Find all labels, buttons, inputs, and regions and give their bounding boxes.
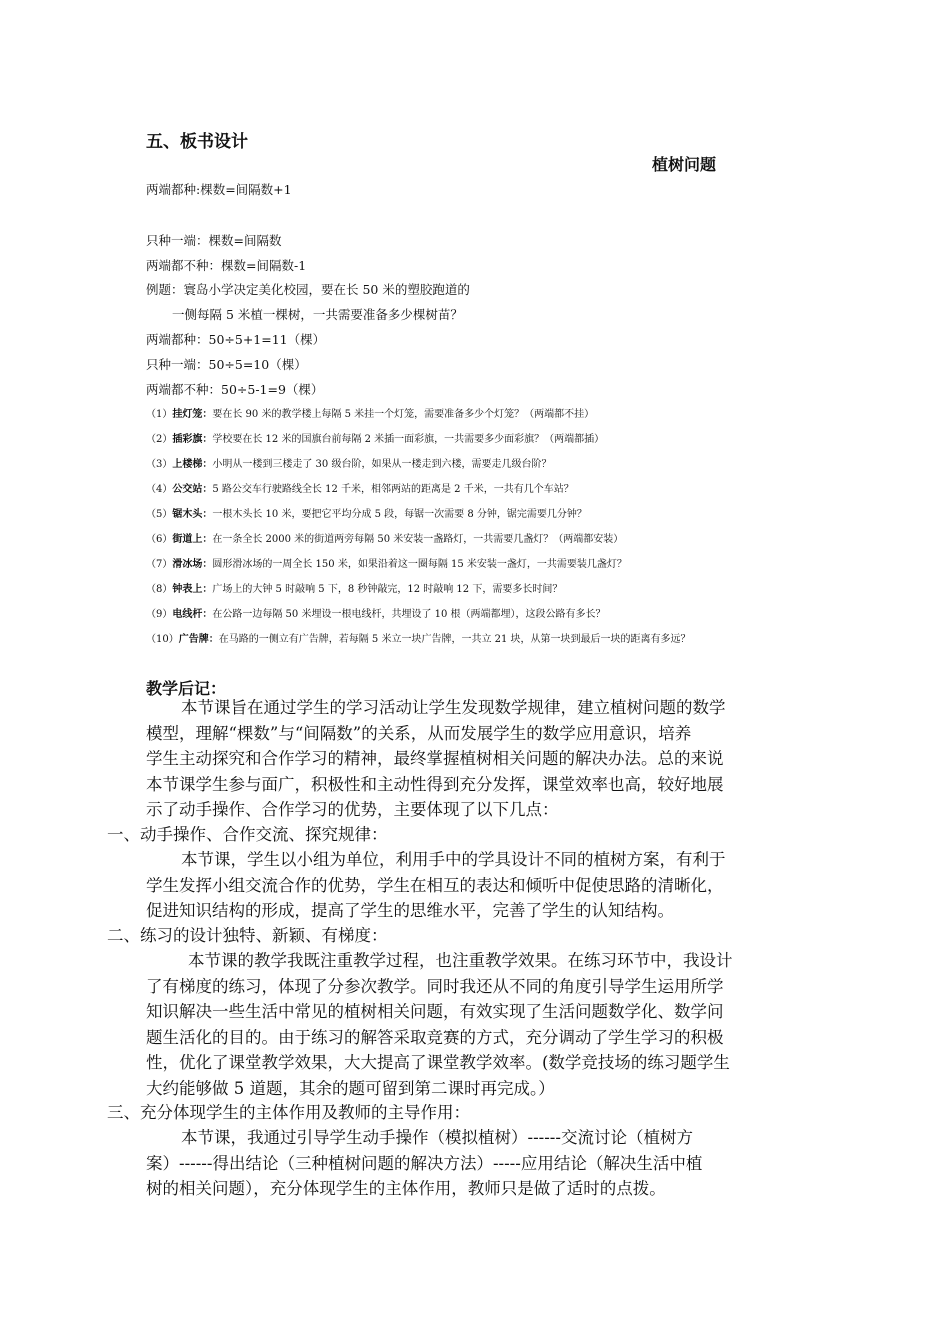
exercise-item: （9）电线杆：在公路一边每隔 50 米埋设一根电线杆，共埋设了 10 根（两端都埋），这段公路有多长？ — [146, 609, 606, 620]
paragraph-line: 学生主动探究和合作学习的精神，最终掌握植树相关问题的解决办法。总的来说 — [146, 749, 724, 768]
section-body-1 — [146, 847, 726, 924]
solution-line: 两端都种：50÷5+1=11（棵） — [146, 332, 326, 347]
paragraph-line: 本节课，学生以小组为单位，利用手中的学具设计不同的植树方案，有利于 — [181, 850, 726, 869]
exercise-item: （10）广告牌：在马路的一侧立有广告牌，若每隔 5 米立一块广告牌，一共立 21 块，从第一块到最后一块的距离有多远？ — [146, 634, 691, 645]
example-line: 例题：寰岛小学决定美化校园，要在长 50 米的塑胶跑道的 — [146, 282, 470, 297]
formula-line: 两端都不种：棵数=间隔数-1 — [146, 258, 307, 273]
example-line: 一侧每隔 5 米植一棵树，一共需要准备多少棵树苗？ — [172, 307, 463, 322]
paragraph-line: 本节课学生参与面广，积极性和主动性得到充分发挥，课堂效率也高，较好地展 — [146, 774, 724, 794]
paragraph-line: 模型，理解“棵数”与“间隔数”的关系，从而发展学生的数学应用意识，培养 — [146, 723, 692, 743]
exercise-item: （1）挂灯笼：要在长 90 米的教学楼上每隔 5 米挂一个灯笼，需要准备多少个灯笼？（两端都不挂） — [146, 409, 595, 420]
section-heading: 五、板书设计 — [146, 132, 248, 152]
exercise-item: （2）插彩旗：学校要在长 12 米的国旗台前每隔 2 米插一面彩旗，一共需要多少面彩旗？（两端都插） — [146, 434, 605, 445]
solution-line: 两端都不种：50÷5-1=9（棵） — [146, 382, 324, 397]
paragraph-line: 本节课的教学我既注重教学过程，也注重教学效果。在练习环节中，我设计 — [188, 951, 733, 970]
paragraph-line: 学生发挥小组交流合作的优势，学生在相互的表达和倾听中促使思路的清晰化， — [146, 875, 724, 895]
formula-line: 只种一端：棵数=间隔数 — [146, 233, 282, 248]
section-title-2: 二、练习的设计独特、新颖、有梯度： — [107, 926, 388, 945]
paragraph-line: 案）------得出结论（三种植树问题的解决方法）-----应用结论（解决生活中植 — [146, 1153, 703, 1173]
paragraph-line: 了有梯度的练习，体现了分参次教学。同时我还从不同的角度引导学生运用所学 — [146, 976, 724, 996]
solution-line: 只种一端：50÷5=10（棵） — [146, 357, 307, 372]
paragraph-line: 性，优化了课堂教学效果，大大提高了课堂教学效率。(数学竞技场的练习题学生 — [146, 1053, 730, 1072]
paragraph-line: 知识解决一些生活中常见的植树相关问题，有效实现了生活问题数学化、数学问 — [146, 1002, 724, 1021]
section-title-3: 三、充分体现学生的主体作用及教师的主导作用： — [107, 1103, 470, 1122]
exercise-item: （5）锯木头：一根木头长 10 米，要把它平均分成 5 段，每锯一次需要 8 分钟，锯完需要几分钟？ — [146, 509, 587, 520]
exercise-item: （4）公交站：5 路公交车行驶路线全长 12 千米，相邻两站的距离是 2 千米，一共有几个车站？ — [146, 484, 574, 495]
formula-line: 两端都种:棵数=间隔数+1 — [146, 182, 292, 197]
exercise-item: （6）街道上：在一条全长 2000 米的街道两旁每隔 50 米安装一盏路灯，一共需要几盏灯？（两端都安装） — [146, 534, 624, 545]
board-title: 植树问题 — [652, 155, 717, 174]
exercise-item: （3）上楼梯：小明从一楼到三楼走了 30 级台阶，如果从一楼走到六楼，需要走几级台阶？ — [146, 459, 552, 470]
paragraph-line: 树的相关问题），充分体现学生的主体作用，教师只是做了适时的点拨。 — [146, 1179, 666, 1198]
reflection-intro — [146, 695, 726, 823]
section-body-3 — [146, 1125, 702, 1202]
exercise-item: （7）滑冰场：圆形滑冰场的一周全长 150 米，如果沿着这一圈每隔 15 米安装一盏灯，一共需要装几盏灯？ — [146, 559, 627, 570]
paragraph-line: 促进知识结构的形成，提高了学生的思维水平，完善了学生的认知结构。 — [146, 901, 674, 920]
paragraph-line: 本节课旨在通过学生的学习活动让学生发现数学规律，建立植树问题的数学 — [181, 698, 726, 717]
section-title-1: 一、动手操作、合作交流、探究规律： — [107, 825, 388, 844]
section-body-2 — [146, 948, 733, 1101]
paragraph-line: 示了动手操作、合作学习的优势，主要体现了以下几点： — [146, 800, 559, 819]
paragraph-line: 大约能够做 5 道题，其余的题可留到第二课时再完成。） — [146, 1078, 555, 1098]
exercise-item: （8）钟表上：广场上的大钟 5 时敲响 5 下，8 秒钟敲完，12 时敲响 12 下，需要多长时间？ — [146, 584, 563, 595]
paragraph-line: 题生活化的目的。由于练习的解答采取竞赛的方式，充分调动了学生学习的积极 — [146, 1027, 724, 1047]
reflection-title: 教学后记： — [146, 679, 227, 698]
paragraph-line: 本节课，我通过引导学生动手操作（模拟植树）------交流讨论（植树方 — [181, 1128, 693, 1147]
